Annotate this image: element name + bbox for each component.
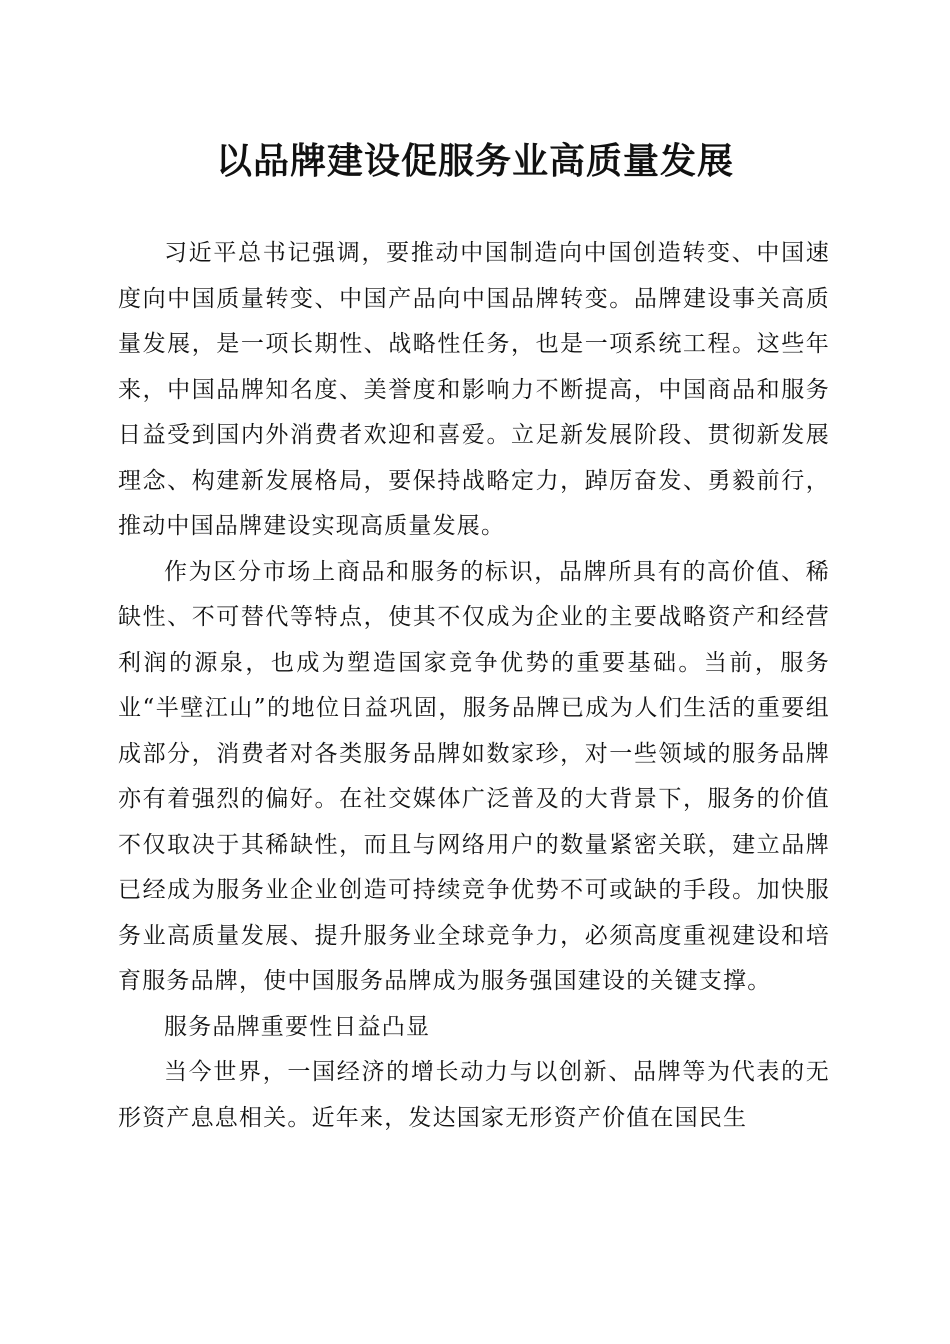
paragraph-intangible-assets: 当今世界，一国经济的增长动力与以创新、品牌等为代表的无形资产息息相关。近年来，发达国家无形资产价值在国民生	[118, 1059, 830, 1131]
document-body	[118, 231, 830, 1141]
paragraph-brand-role: 作为区分市场上商品和服务的标识，品牌所具有的高价值、稀缺性、不可替代等特点，使其不仅成为企业的主要战略资产和经营利润的源泉，也成为塑造国家竞争优势的重要基础。当前，服务业“半壁江山”的地位日益巩固，服务品牌已成为人们生活的重要组成部分，消费者对各类服务品牌如数家珍，对一些领域的服务品牌亦有着强烈的偏好。在社交媒体广泛普及的大背景下，服务的价值不仅取决于其稀缺性，而且与网络用户的数量紧密关联，建立品牌已经成为服务业企业创造可持续竞争优势不可或缺的手段。加快服务业高质量发展、提升服务业全球竞争力，必须高度重视建设和培育服务品牌，使中国服务品牌成为服务强国建设的关键支撑。	[118, 558, 830, 994]
section-heading: 服务品牌重要性日益凸显	[164, 1013, 431, 1040]
document-title: 以品牌建设促服务业高质量发展	[215, 140, 734, 182]
paragraph-intro: 习近平总书记强调，要推动中国制造向中国创造转变、中国速度向中国质量转变、中国产品向中国品牌转变。品牌建设事关高质量发展，是一项长期性、战略性任务，也是一项系统工程。这些年来，中国品牌知名度、美誉度和影响力不断提高，中国商品和服务日益受到国内外消费者欢迎和喜爱。立足新发展阶段、贯彻新发展理念、构建新发展格局，要保持战略定力，踔厉奋发、勇毅前行，推动中国品牌建设实现高质量发展。	[118, 240, 830, 539]
